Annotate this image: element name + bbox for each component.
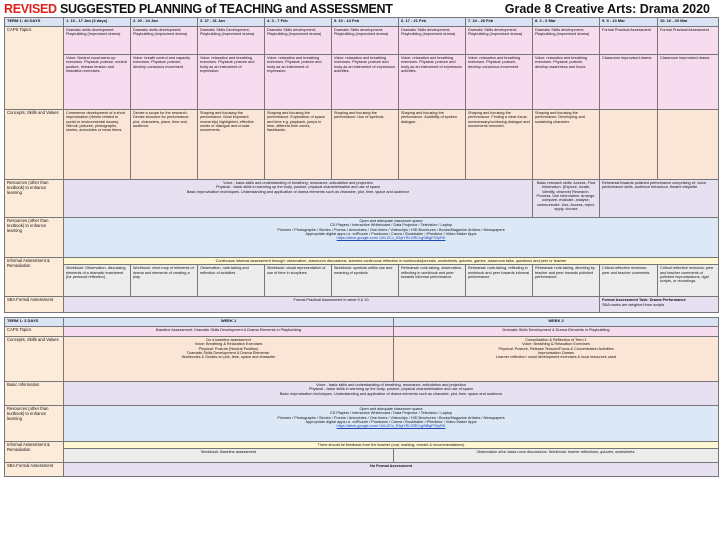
concept-cell: Consolidation & Reflection of Term 1 Voice: Breathing & Relaxation Exercises Physical: Posture, Release Tension/Focus & Concentration Activities Improvisation Games Learner reflection: vocal development exercises & local resources used xyxy=(394,337,719,382)
concept-cell: Shaping and focusing the performance. Exploration of space and time e.g. playback, jumps in time, different time zones, flashbacks. xyxy=(265,110,332,180)
week-header: 8. 2 - 6 Mar xyxy=(533,18,600,27)
revision-plan-table xyxy=(4,317,719,477)
req-line: Physical - basic skills in warming up the body, posture, physical characterisation and use of space xyxy=(215,185,381,190)
row-label: Resources (other than textbook) to enhance learning xyxy=(5,180,64,218)
row-label: Basic Information xyxy=(5,382,64,406)
row-label: Informal Assessment & Remediation xyxy=(5,442,64,463)
week-header: WEEK 2 xyxy=(394,318,719,327)
week-header: 9. 9 - 13 Mar xyxy=(600,18,658,27)
sba-row xyxy=(5,297,719,313)
caps-detail: Voice: relaxation and breathing exercises. Physical: posture, develop conscious movement. xyxy=(466,55,533,110)
sba-cell: No Formal Assessment xyxy=(64,463,719,477)
concept-cell xyxy=(658,110,719,180)
caps-cell: Dramatic Skills development; Playbuilding (improvised drama) xyxy=(332,27,399,55)
concept-cell: Shaping and focusing the performance. Most important moment(s) highlighted, effective words or dialogue and crucial movements. xyxy=(198,110,265,180)
week-header: 1. 15 - 17 Jan (3 days) xyxy=(64,18,131,27)
caps-topics-row xyxy=(5,327,719,337)
caps-cell: Dramatic skills development; Playbuilding (improvised drama) xyxy=(131,27,198,55)
informal-cell: Workbook: symbols within use and meaning of symbols xyxy=(332,265,399,297)
informal-row xyxy=(5,449,719,463)
caps-detail: Voice: relaxation and breathing exercises. Physical: posture and body as an instrument of expression activities. xyxy=(332,55,399,110)
res-line: Pictures / Photographs / Stories / Poems / Anecdotes / One-liners / Videoclips / HID Brochures / Books/Magazine Articles / Newspapers xyxy=(277,227,505,232)
informal-cell: Rehearsal: note-taking, reflecting in workbook and peer towards informal performance. xyxy=(466,265,533,297)
caps-detail: Voice: relaxation and breathing exercises. Physical: posture and body as an instrument of expression. xyxy=(265,55,332,110)
row-label: SBA Formal Assessment xyxy=(5,297,64,313)
informal-line: There should be feedback from the teacher (oral, marking, remark & recommendations) xyxy=(64,442,719,449)
caps-cell: Dramatic Skills Development; Playbuilding (improvised drama) xyxy=(198,27,265,55)
informal-cell: Critical reflective revisions: peer and teacher comments of polished improvisations, rigid scripts, or recordings. xyxy=(658,265,719,297)
week-header-row xyxy=(5,318,719,327)
informal-cell: Rehearsal: note-taking, observation, reflecting in workbook and peer towards informal performance. xyxy=(399,265,466,297)
caps-detail: Voice: relaxation and breathing exercises. Physical: posture and body as an instrument of expression. xyxy=(198,55,265,110)
caps-cell: Dramatic skills development: Playbuilding (Improvised drama) xyxy=(64,27,131,55)
concepts-row xyxy=(5,110,719,180)
informal-cell: Workbook: Baseline assessment xyxy=(64,449,394,463)
concept-cell: Shaping and focusing the performance. Developing and sustaining character. xyxy=(533,110,600,180)
informal-cell: Workbook: mind map of elements of drama and elements of creating a play xyxy=(131,265,198,297)
concept-cell: Shaping and focusing the performance. Use of symbols. xyxy=(332,110,399,180)
concept-cell xyxy=(600,110,658,180)
row-label: CAPS Topics xyxy=(5,327,64,337)
resource-link[interactable]: https://drive.google.com/ /1rIt-ZCv_E5ylYRLGRCvgSBlgFS0pRK xyxy=(336,424,446,429)
research-skills-cell: Basic research skills: Access, Find information. (Explore, locate, identify, observe) Research. Process, Use information. Arrange, compare, evaluate, analyse, communicate. Use, Access, reject, apply, choose xyxy=(533,180,600,218)
caps-topics-row xyxy=(5,27,719,55)
informal-cell: Workbook: Observation, discussing elements of a dramatic enactment (for personal reflection) xyxy=(64,265,131,297)
week-header: 3. 27 - 31 Jan xyxy=(198,18,265,27)
concept-cell: Do a baseline assessment Voice: Breathing & Relaxation Exercises Physical: Posture (Neutral Position) Dramatic Skills Development & Drama Elements: Workbooks & Guides on plot, time, space and character xyxy=(64,337,394,382)
caps-cell: Formal Practical Assessment xyxy=(658,27,719,55)
row-label: SBA Formal Assessment xyxy=(5,463,64,477)
resources-row xyxy=(5,406,719,442)
week-header-row xyxy=(5,18,719,27)
term-cell: TERM 1: 3 DAYS xyxy=(5,318,64,327)
informal-cell: Observation of/on class room discussions. Workbook: learner reflections, quizzes, worksheets. xyxy=(394,449,719,463)
week-header: 7. 24 - 28 Feb xyxy=(466,18,533,27)
week-header: 6. 17 - 21 Feb xyxy=(399,18,466,27)
subject-label: Creative Arts: Drama xyxy=(554,2,679,16)
caps-cell: Baseline Assessment: Dramatic Skills Development & Drama Elements in Playbuilding xyxy=(64,327,394,337)
caps-cell: Dramatic Skills development; Playbuilding (improvised drama) xyxy=(466,27,533,55)
res-line: CD Players / Interactive Whiteboard / Data Projector / Television / Laptop xyxy=(329,223,453,228)
informal-cell: Critical reflective revisions: peer and teacher comments. xyxy=(600,265,658,297)
sba-task-cell xyxy=(600,297,719,313)
caps-detail: Voice: relaxation and breathing exercises. Physical: posture and body as an instrument of expression activities. xyxy=(399,55,466,110)
caps-detail: Voice: relaxation and breathing exercises. Physical: posture, develop awareness and focus. xyxy=(533,55,600,110)
sba-task-note: SBA marks are weighted from scripts xyxy=(602,302,665,307)
caps-cell: Dramatic Skills Development & Drama Elements in Playbuilding xyxy=(394,327,719,337)
informal-line: Continuous informal assessment through: observation, classroom discussions, learners continuous reflection in workbooks/journals, worksheets, quizzes, games, classroom talks, questions and peer or teacher xyxy=(64,258,719,265)
caps-detail: Classroom improvised drama xyxy=(658,55,719,110)
week-header: 10. 16 - 20 Mar xyxy=(658,18,719,27)
revised-label: REVISED xyxy=(4,2,57,16)
informal-cell: Workbook: visual representation of use of time in storylines xyxy=(265,265,332,297)
week-header: WEEK 1 xyxy=(64,318,394,327)
term-cell: TERM 1: 40 DAYS xyxy=(5,18,64,27)
concept-cell: Devise a scope for the research. Devise structure for performance: plot, characters, place, time and audience. xyxy=(131,110,198,180)
week-header: 5. 10 - 14 Feb xyxy=(332,18,399,27)
row-label: Resources (other than textbook) to enhance learning xyxy=(5,218,64,258)
basic-row xyxy=(5,382,719,406)
concept-cell: Commence development of a short improvisation (theme related to social or environmental issues). Stimuli: pictures, photographs, stories, anecdotes or news items. xyxy=(64,110,131,180)
term-plan-table xyxy=(4,17,719,313)
basic-cell: Voice - basic skills and understanding of breathing, resonance, articulation and projection Physical - basic skills in warming up the body, posture, physical characterisation and use of space Basic improvisation techniques. Understanding and application of drama elements such as character, plot, time, space and audience xyxy=(64,382,719,406)
caps-cell: Dramatic Skills development; Playbuilding (improvised drama) xyxy=(533,27,600,55)
week-header: 4. 3 - 7 Feb xyxy=(265,18,332,27)
informal-cell: Observation, note-taking and reflection of activities xyxy=(198,265,265,297)
requisite-row xyxy=(5,180,719,218)
row-label: Informal Assessment & Remediation xyxy=(5,258,64,297)
resources-cell: Open and adequate classroom space CD Players / Interactive Whiteboard / Data Projector / Television / Laptop Pictures / Photographs / Stories / Poems / Anecdotes / One-liners / Videoclips / HID Brochures / Books/Magazine Articles / Newspapers Appropriate digital apps i.e. edPuzzle / Powtoons / Canva / Booktrailer / iPredictor / Video Maker Apps https://drive.google.com/ /1rIt-ZCv_E5ylYRLGRCvgSBlgFS0pRK xyxy=(64,406,719,442)
concept-cell: Shaping and focusing the performance. Audibility of spoken dialogue. xyxy=(399,110,466,180)
sba-row xyxy=(5,463,719,477)
resources-row xyxy=(5,218,719,258)
informal-row xyxy=(5,265,719,297)
rehearsal-cell: Rehearsal towards polished performance comprising of: voice, performance skills, audience behaviour, theatre etiquette xyxy=(600,180,719,218)
caps-cell: Dramatic Skills development; Playbuilding (improvised drama) xyxy=(399,27,466,55)
informal-line-row xyxy=(5,258,719,265)
row-label: Concepts, Skills and Values xyxy=(5,110,64,180)
caps-detail: Voice: Neutral vocal warm-up exercises. Physical: posture, neutral posture, release tension and relaxation exercises. xyxy=(64,55,131,110)
resource-link[interactable]: https://drive.google.com/ /1rIt-ZCv_E5ylYRLGRCvgSBlgFS0pRK xyxy=(336,236,446,241)
informal-line-row xyxy=(5,442,719,449)
caps-detail-row xyxy=(5,55,719,110)
row-label: Concepts, Skills and Values xyxy=(5,337,64,382)
caps-detail: Classroom improvised drama xyxy=(600,55,658,110)
week-header: 2. 20 - 24 Jan xyxy=(131,18,198,27)
caps-cell: Formal Practical Assessment xyxy=(600,27,658,55)
resources-cell xyxy=(64,218,719,258)
sba-task: Formal Assessment Task: Drama Performance xyxy=(602,298,686,303)
concept-cell: Shaping and focusing the performance. Finding a clear focus: unnecessary/confusing dialogue and movements removed. xyxy=(466,110,533,180)
req-line: Voice - basic skills and understanding of breathing, resonance, articulation and projection xyxy=(223,181,373,185)
informal-cell: Rehearsal: note-taking, directing by teacher and peer towards polished performance. xyxy=(533,265,600,297)
caps-cell: Dramatic Skills development; Playbuilding (improvised drama) xyxy=(265,27,332,55)
requisite-cell xyxy=(64,180,533,218)
grade-title: Grade 8 Creative Arts: Drama 2020 xyxy=(504,2,710,16)
concepts-row xyxy=(5,337,719,382)
res-line: Appropriate digital apps i.e. edPuzzle / Powtoons / Canva / Booktrailer / iPredictor / Video Maker Apps xyxy=(305,232,477,237)
document-title xyxy=(4,2,393,16)
caps-detail: Voice: breath control and capacity exercises. Physical: posture, develop conscious movement. xyxy=(131,55,198,110)
row-label: Resources (other than textbook) to enhance learning xyxy=(5,406,64,442)
row-label: CAPS Topics xyxy=(5,27,64,110)
title-text: SUGGESTED PLANNING of TEACHING and ASSESSMENT xyxy=(59,2,393,16)
res-line: Open and adequate classroom space xyxy=(359,219,423,223)
req-line: Basic improvisation techniques. Understanding and application of drama elements such as character, plot, time, space and audience xyxy=(186,189,410,194)
sba-cell: Formal Practical Assessment in week 9 & 10. xyxy=(64,297,600,313)
